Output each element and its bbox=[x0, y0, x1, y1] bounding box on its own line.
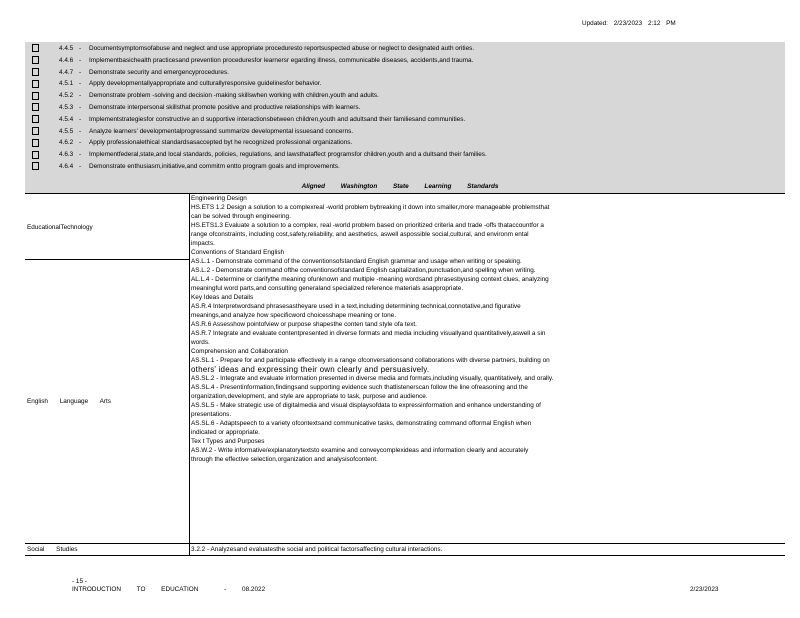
checkbox-glyph-icon bbox=[32, 127, 39, 135]
standard-text: Documentsymptomsofabuse and neglect and use appropriate proceduresto reportsuspected abuse or neglect to designated auth orities. bbox=[89, 45, 475, 52]
standard-dash: - bbox=[79, 104, 82, 111]
ela-line: meaningful word parts,and consulting generaland specialized reference materials asappropriate. bbox=[191, 285, 464, 292]
ela-line: others' ideas and expressing their own clearly and persuasively. bbox=[191, 365, 430, 374]
checkbox-glyph-icon bbox=[32, 162, 39, 170]
checkbox-glyph-icon bbox=[32, 115, 39, 123]
ela-line: AS.R.4 Interpretwordsand phrasesastheyare used in a text,including determining technical,connotative,and figurative bbox=[191, 303, 521, 310]
standard-text: Implementstrategiesfor constructive an d supportive interactionsbetween children,youth and adultsand their familiesand communities. bbox=[89, 115, 466, 123]
checkbox-glyph-icon bbox=[32, 56, 39, 64]
ela-line: AL.L.4 - Determine or clarifythe meaning ofunknown and multiple -meaning wordsand phrasesbyusing context clues, analyzing bbox=[191, 276, 549, 283]
ela-line: AS.R.7 Integrate and evaluate contentpresented in diverse formats and media including visuallyand quantitatively,aswell a sin bbox=[191, 330, 546, 337]
aligned-standards-content bbox=[191, 194, 783, 464]
standard-dash: - bbox=[79, 92, 82, 100]
standard-dash: - bbox=[79, 45, 82, 52]
standard-code: 4.5.3 bbox=[59, 104, 74, 111]
footer-date: 2/23/2023 bbox=[690, 586, 719, 593]
standard-dash: - bbox=[79, 127, 82, 135]
page-number: - 15 - bbox=[72, 578, 87, 585]
ela-line: Comprehension and Collaboration bbox=[191, 348, 288, 355]
ela-line: Key Ideas and Details bbox=[191, 294, 254, 301]
standard-code: 4.5.2 bbox=[59, 92, 74, 100]
educational-technology-standards bbox=[191, 194, 783, 248]
standard-dash: - bbox=[79, 139, 82, 147]
standard-code: 4.4.5 bbox=[59, 45, 74, 52]
table-column-divider bbox=[189, 193, 190, 556]
footer-left bbox=[72, 578, 265, 594]
standard-text: Demonstrate problem -solving and decision -making skillswhen working with children,youth and adults. bbox=[89, 92, 379, 100]
checkbox-glyph-icon bbox=[32, 103, 39, 111]
ela-line: AS.SL.2 - Integrate and evaluate information presented in diverse media and formats,including visually, quantitatively, and orally. bbox=[191, 375, 554, 382]
ela-line: AS.SL.1 - Prepare for and participate effectively in a range ofconversationsand collaborations with diverse partners, building on bbox=[191, 357, 550, 364]
standard-code: 4.6.3 bbox=[59, 151, 74, 159]
ed-tech-line: impacts. bbox=[191, 240, 215, 247]
ela-line: words. bbox=[191, 339, 210, 346]
standard-code: 4.6.4 bbox=[59, 163, 74, 170]
standard-dash: - bbox=[79, 115, 82, 123]
standard-code: 4.6.2 bbox=[59, 139, 74, 147]
course-code: - 08.2022 bbox=[224, 586, 266, 593]
course-name: INTRODUCTION TO EDUCATION bbox=[72, 586, 199, 593]
checkbox-glyph-icon bbox=[32, 92, 39, 100]
standard-row bbox=[30, 149, 780, 161]
checkbox-glyph-icon bbox=[32, 80, 39, 88]
ed-tech-line: HS.ETS1.3 Evaluate a solution to a complex, real -world problem based on prioritized criteria and trade -offs thataccountfor a bbox=[191, 222, 544, 229]
checkbox-glyph-icon bbox=[32, 44, 39, 52]
updated-time: 2:12 PM bbox=[647, 20, 676, 27]
ela-line: AS.SL.6 - Adaptspeech to a variety ofcontextsand communicative tasks, demonstrating command offormal English when bbox=[191, 420, 532, 427]
ed-tech-line: HS.ETS 1.2 Design a solution to a complexreal -world problem bybreaking it down into smaller,more manageable problemsthat bbox=[191, 204, 550, 211]
checkbox-glyph-icon bbox=[32, 68, 39, 76]
ela-line: organization,development, and style are appropriate to task, purpose and audience. bbox=[191, 393, 428, 400]
ela-line: AS.L.1 - Demonstrate command of the conventionsofstandard English grammar and usage when writing or speaking. bbox=[191, 258, 522, 265]
category-english-language-arts: English Language Arts bbox=[27, 398, 111, 405]
standard-dash: - bbox=[79, 56, 82, 64]
standard-dash: - bbox=[79, 80, 82, 88]
ela-line: presentations. bbox=[191, 411, 232, 418]
standard-text: Demonstrate security and emergencyprocedures. bbox=[89, 68, 229, 76]
standard-row bbox=[30, 78, 780, 90]
social-studies-standards bbox=[191, 545, 783, 554]
standard-dash: - bbox=[79, 68, 82, 76]
standard-text: Demonstrate interpersonal skillsthat promote positive and productive relationships with learners. bbox=[89, 104, 361, 111]
standard-text: Analyze learners' developmentalprogressand summarize developmental issuesand concerns. bbox=[89, 127, 354, 135]
table-bottom-rule bbox=[25, 555, 785, 556]
standard-code: 4.4.7 bbox=[59, 68, 74, 76]
aligned-standards-heading: Aligned Washington State Learning Standards bbox=[301, 183, 499, 190]
standard-text: Demonstrate enthusiasm,initiative,and commitm entto program goals and improvements. bbox=[89, 163, 340, 170]
standard-row bbox=[30, 161, 780, 173]
ed-tech-line: can be solved through engineering. bbox=[191, 213, 291, 220]
standard-row bbox=[30, 114, 780, 126]
standard-row bbox=[30, 43, 780, 55]
ela-line: Tex t Types and Purposes bbox=[191, 438, 265, 445]
ed-tech-line: range ofconstraints, including cost,safety,reliability, and aesthetics, aswell aspossible social,cultural, and environm ental bbox=[191, 231, 529, 238]
updated-stamp bbox=[582, 20, 676, 27]
ela-line: Conventions of Standard English bbox=[191, 249, 285, 256]
category-social-studies: Social Studies bbox=[27, 546, 78, 553]
ela-line: AS.SL.5 - Make strategic use of digitalmedia and visual displaysofdata to expressinformation and enhance understanding of bbox=[191, 402, 541, 409]
ela-line: AS.SL.4 - Presentinformation,findingsand supporting evidence such thatlistenerscan follow the line ofreasoning and the bbox=[191, 384, 528, 391]
ed-tech-line: Engineering Design bbox=[191, 195, 247, 202]
ela-line: through the effective selection,organization and analysisofcontent. bbox=[191, 456, 378, 463]
standard-dash: - bbox=[79, 163, 82, 170]
updated-label: Updated: bbox=[582, 20, 608, 27]
category-educational-technology: EducationalTechnology bbox=[27, 224, 93, 231]
ela-line: indicated or appropriate. bbox=[191, 429, 260, 436]
standard-row bbox=[30, 67, 780, 79]
standard-row bbox=[30, 90, 780, 102]
standard-code: 4.5.5 bbox=[59, 127, 74, 135]
standard-row bbox=[30, 126, 780, 138]
standard-code: 4.5.4 bbox=[59, 115, 74, 123]
english-language-arts-standards bbox=[191, 248, 783, 464]
table-row-divider bbox=[25, 543, 785, 544]
standard-text: Apply professionalethical standardsasaccepted byt he recognized professional organizations. bbox=[89, 139, 353, 147]
checkbox-glyph-icon bbox=[32, 139, 39, 147]
standard-row bbox=[30, 137, 780, 149]
social-studies-line: 3.2.2 - Analyzesand evaluatesthe social and political factorsaffecting cultural interactions. bbox=[191, 546, 443, 553]
standard-text: Implementbasichealth practicesand prevention proceduresfor learnersr egarding illness, communicable diseases, accidents,and trauma. bbox=[89, 56, 474, 64]
ela-line: AS.R.6 Assesshow pointofview or purpose shapesthe conten tand style ofa text. bbox=[191, 321, 417, 328]
standard-text: Implementfederal,state,and local standards, policies, regulations, and lawsthataffect programsfor children,youth and a dultsand their families. bbox=[89, 151, 487, 159]
standard-row bbox=[30, 55, 780, 67]
ela-line: AS.L.2 - Demonstrate command ofthe conventionsofstandard English capitalization,punctuation,and spelling when writing. bbox=[191, 267, 536, 274]
standard-text: Apply developmentallyappropriate and culturallyresponsive guidelinesfor behavior. bbox=[89, 80, 322, 88]
checkbox-glyph-icon bbox=[32, 151, 39, 159]
standard-code: 4.5.1 bbox=[59, 80, 74, 88]
ela-line: meanings,and analyze how specificword choicesshape meaning or tone. bbox=[191, 312, 396, 319]
standard-code: 4.4.6 bbox=[59, 56, 74, 64]
standard-row bbox=[30, 102, 780, 114]
standard-dash: - bbox=[79, 151, 82, 159]
ela-line: AS.W.2 - Write informative/explanatorytextsto examine and conveycomplexideas and information clearly and accurately bbox=[191, 447, 529, 454]
updated-date: 2/23/2023 bbox=[613, 20, 643, 27]
table-row-divider bbox=[25, 259, 189, 260]
